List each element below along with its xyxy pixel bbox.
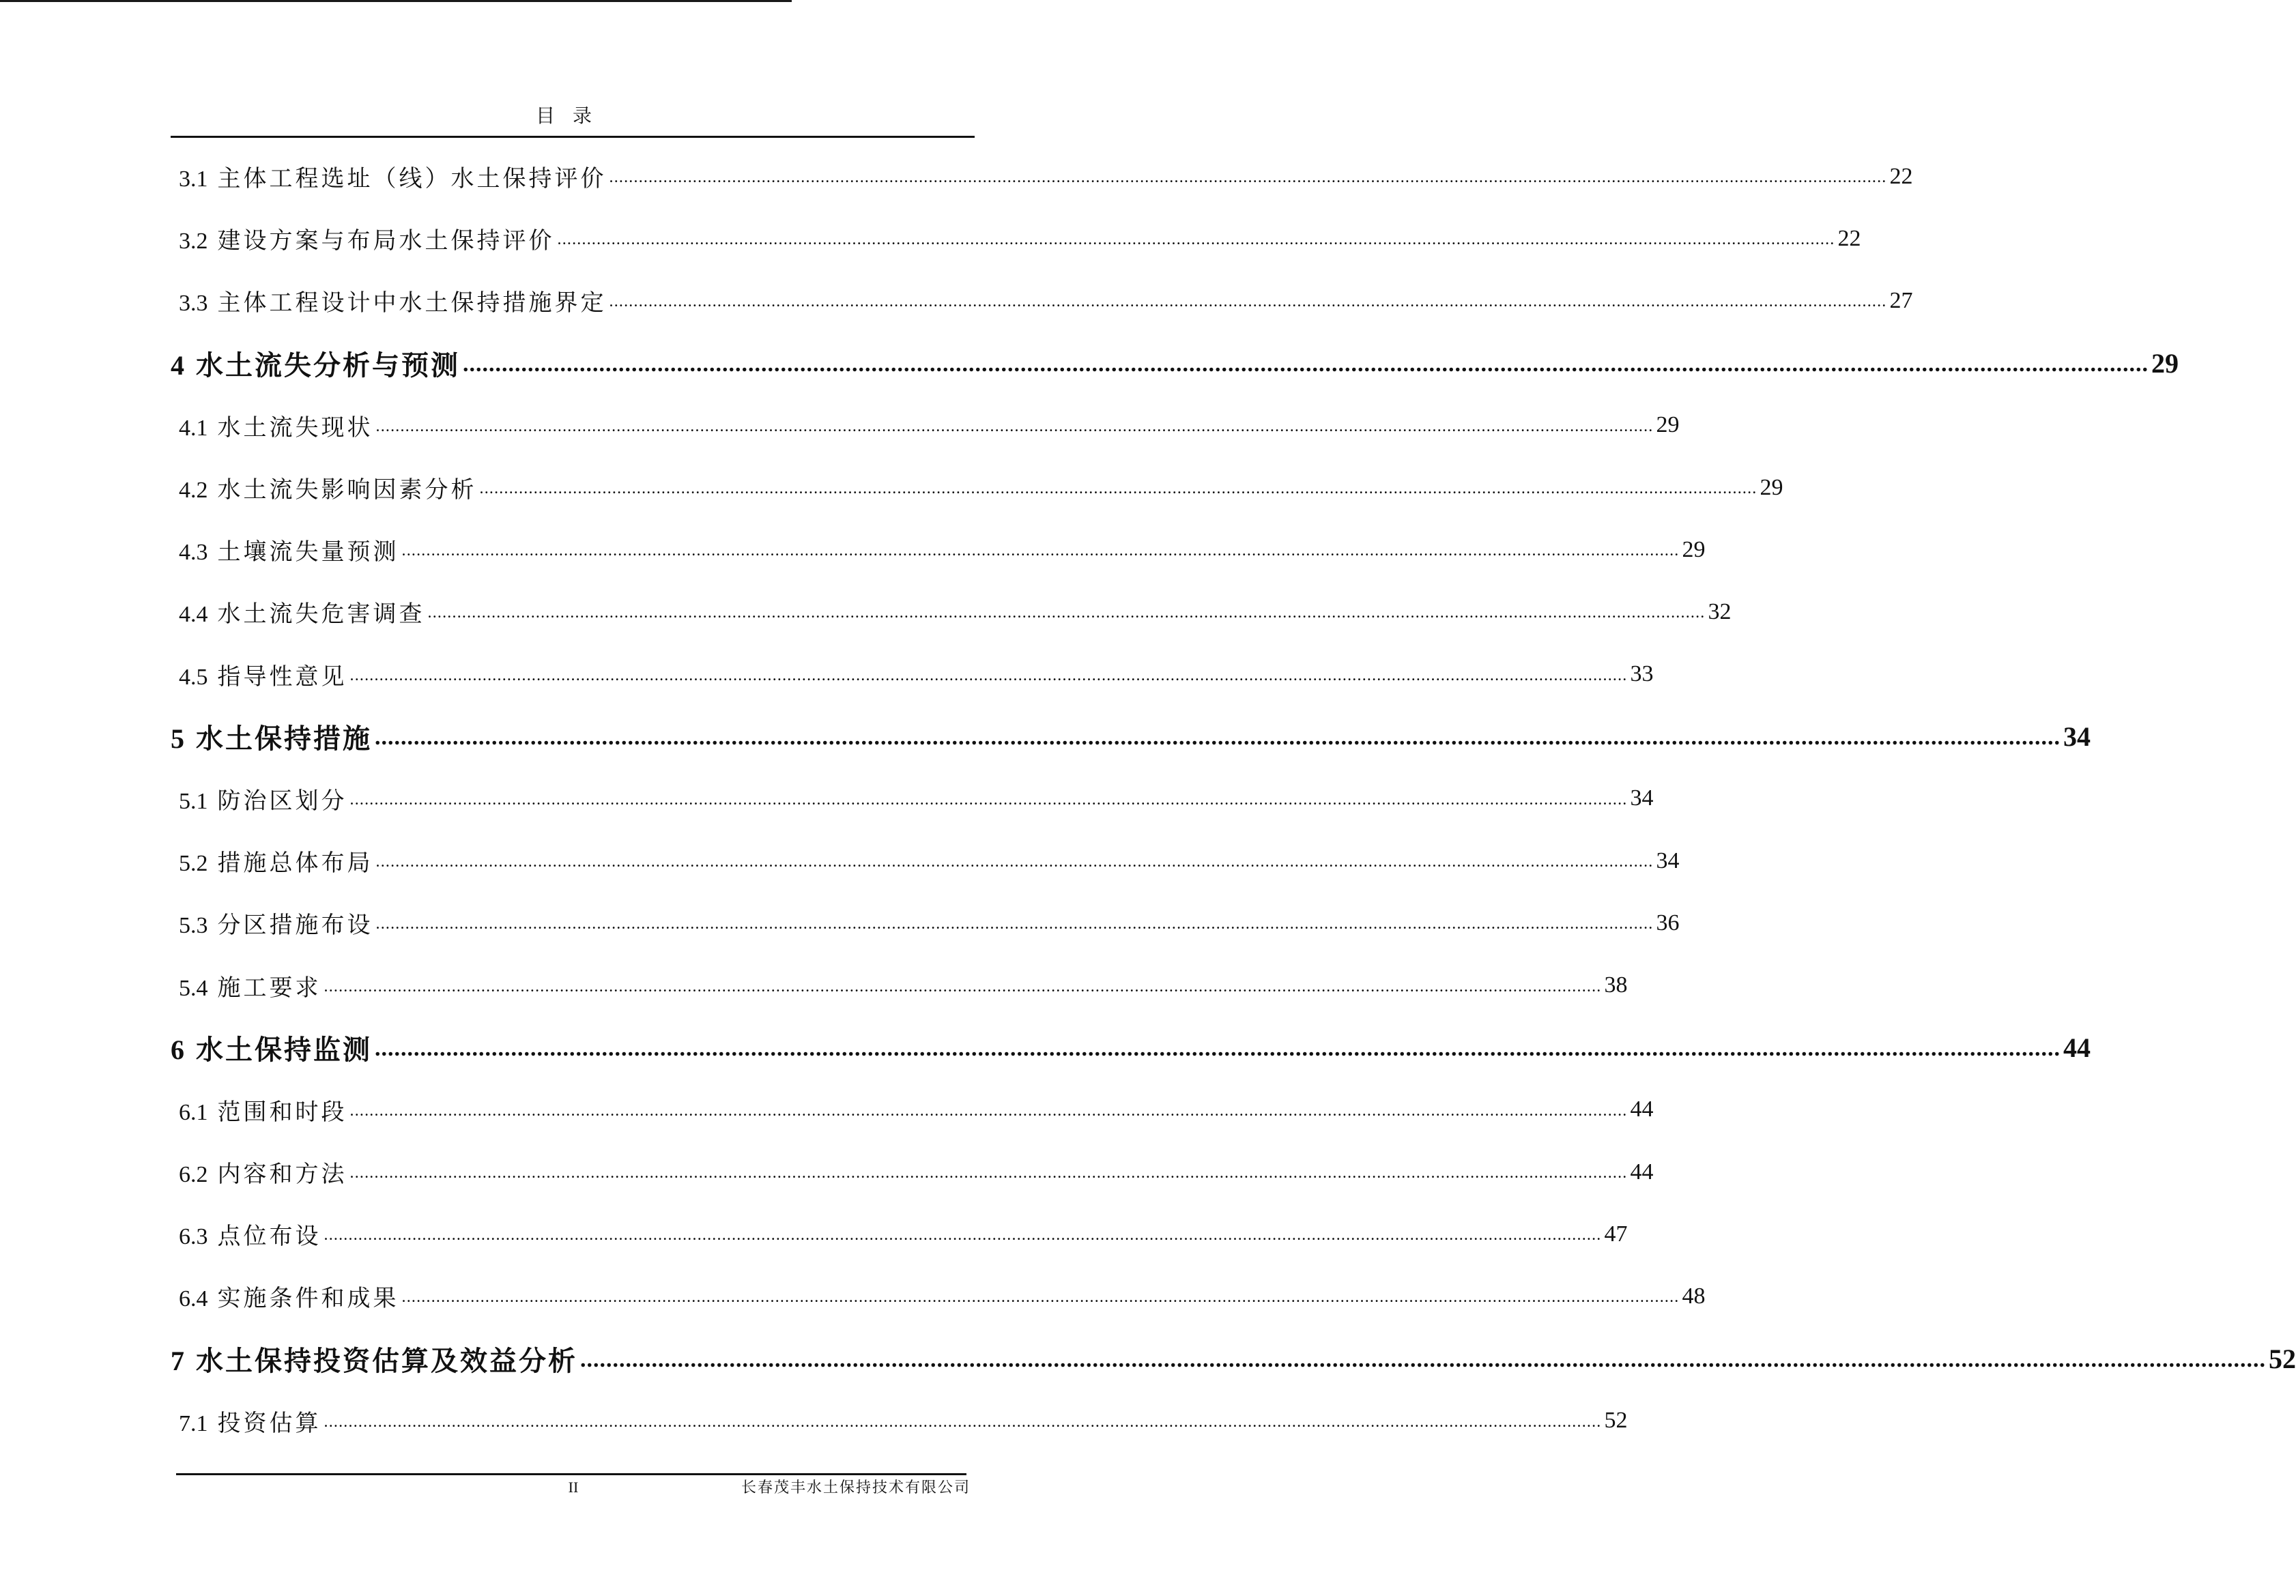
toc-entry-label: [171, 717, 372, 756]
toc-entry-title: 水土保持监测: [196, 1034, 372, 1065]
toc-dot-leader: ....................................................................................................................................................................................................................................................................: [580, 1347, 2266, 1373]
toc-entry-page: 32: [1708, 598, 1732, 624]
toc-section-entry[interactable]: [171, 456, 1783, 519]
toc-section-entry[interactable]: [171, 207, 1861, 270]
toc-entry-page: 29: [1682, 536, 1706, 562]
footer-divider: [176, 1473, 966, 1475]
toc-entry-page: 44: [2063, 1032, 2091, 1063]
toc-chapter-entry[interactable]: [171, 1017, 2091, 1079]
page-title: 目录: [535, 106, 609, 127]
toc-entry-page: 22: [1889, 163, 1913, 189]
toc-entry-title: 水土流失危害调查: [217, 602, 425, 628]
toc-entry-title: 指导性意见: [217, 664, 347, 690]
toc-section-entry[interactable]: [171, 270, 1913, 332]
toc-entry-title: 防治区划分: [217, 788, 347, 814]
toc-chapter-entry[interactable]: [171, 1328, 2296, 1390]
toc-entry-number: 4.1: [179, 415, 208, 441]
toc-section-entry[interactable]: [171, 581, 1732, 643]
toc-entry-page: 34: [2063, 721, 2091, 752]
toc-entry-number: 3.2: [179, 229, 208, 255]
toc-entry-title: 施工要求: [217, 975, 321, 1001]
toc-entry-label: [179, 1217, 321, 1251]
toc-entry-page: 36: [1656, 910, 1680, 935]
toc-dot-leader: ....................................................................................................................................................................................................................................................................: [463, 351, 2149, 377]
toc-entry-title: 点位布设: [217, 1224, 321, 1250]
toc-dot-leader: ....................................................................................................................................................................................................................................................................: [349, 790, 1628, 809]
toc-section-entry[interactable]: [171, 954, 1628, 1016]
toc-entry-title: 土壤流失量预测: [217, 540, 399, 566]
footer-company-name: 长春茂丰水土保持技术有限公司: [741, 1479, 971, 1496]
toc-entry-title: 实施条件和成果: [217, 1286, 399, 1312]
toc-dot-leader: ....................................................................................................................................................................................................................................................................: [349, 1164, 1628, 1183]
toc-entry-label: [179, 284, 607, 317]
toc-entry-number: 3.3: [179, 291, 208, 317]
toc-dot-leader: ....................................................................................................................................................................................................................................................................: [349, 666, 1628, 684]
top-edge-rule: [0, 0, 792, 2]
toc-dot-leader: ....................................................................................................................................................................................................................................................................: [324, 1412, 1602, 1431]
toc-dot-leader: ....................................................................................................................................................................................................................................................................: [375, 915, 1654, 933]
toc-entry-number: 7.1: [179, 1410, 208, 1436]
toc-entry-label: [179, 906, 373, 940]
toc-entry-number: 4.2: [179, 478, 208, 504]
toc-section-entry[interactable]: [171, 145, 1913, 207]
toc-entry-number: 6.4: [179, 1286, 208, 1312]
toc-entry-page: 52: [1604, 1408, 1628, 1434]
toc-entry-page: 52: [2269, 1343, 2296, 1374]
toc-entry-title: 范围和时段: [217, 1099, 347, 1125]
toc-dot-leader: ....................................................................................................................................................................................................................................................................: [375, 725, 2061, 751]
toc-entry-title: 主体工程设计中水土保持措施界定: [217, 291, 607, 317]
toc-entry-number: 6: [171, 1034, 186, 1065]
toc-entry-title: 投资估算: [217, 1410, 321, 1436]
toc-dot-leader: ....................................................................................................................................................................................................................................................................: [479, 480, 1757, 498]
toc-entry-number: 5.3: [179, 913, 208, 939]
toc-chapter-entry[interactable]: [171, 332, 2179, 394]
toc-section-entry[interactable]: [171, 1141, 1654, 1203]
toc-entry-page: 48: [1682, 1283, 1706, 1309]
header-divider: [171, 136, 975, 138]
toc-dot-leader: ....................................................................................................................................................................................................................................................................: [375, 1036, 2061, 1062]
toc-entry-number: 6.1: [179, 1099, 208, 1125]
toc-entry-label: [179, 1155, 347, 1189]
toc-entry-number: 5.4: [179, 975, 208, 1001]
toc-entry-page: 34: [1656, 847, 1680, 873]
toc-section-entry[interactable]: [171, 892, 1680, 954]
table-of-contents: [171, 145, 2296, 1452]
toc-section-entry[interactable]: [171, 643, 1654, 706]
toc-entry-page: 47: [1604, 1221, 1628, 1247]
toc-entry-page: 38: [1604, 972, 1628, 998]
toc-entry-title: 水土保持措施: [196, 723, 372, 754]
toc-entry-title: 水土流失影响因素分析: [217, 478, 477, 504]
toc-entry-label: [171, 344, 460, 383]
toc-entry-label: [171, 1339, 577, 1378]
toc-dot-leader: ....................................................................................................................................................................................................................................................................: [324, 1226, 1602, 1245]
toc-entry-number: 4.3: [179, 540, 208, 566]
toc-entry-label: [179, 409, 373, 442]
toc-entry-page: 44: [1630, 1097, 1654, 1122]
toc-dot-leader: ....................................................................................................................................................................................................................................................................: [324, 977, 1602, 996]
toc-entry-number: 4.4: [179, 602, 208, 628]
toc-entry-title: 水土流失分析与预测: [196, 349, 460, 381]
toc-section-entry[interactable]: [171, 1265, 1706, 1327]
toc-entry-label: [179, 1279, 399, 1313]
toc-entry-label: [179, 969, 321, 1002]
toc-entry-label: [179, 222, 555, 255]
toc-entry-title: 措施总体布局: [217, 851, 373, 877]
toc-dot-leader: ....................................................................................................................................................................................................................................................................: [557, 231, 1835, 249]
toc-entry-number: 4: [171, 349, 186, 381]
toc-entry-page: 29: [1760, 474, 1783, 500]
toc-section-entry[interactable]: [171, 519, 1706, 581]
toc-entry-title: 建设方案与布局水土保持评价: [217, 229, 555, 255]
toc-entry-page: 33: [1630, 661, 1654, 687]
toc-entry-title: 水土保持投资估算及效益分析: [196, 1345, 577, 1376]
toc-entry-title: 分区措施布设: [217, 913, 373, 939]
toc-entry-label: [179, 595, 425, 628]
toc-section-entry[interactable]: [171, 1390, 1628, 1452]
toc-entry-page: 44: [1630, 1159, 1654, 1185]
toc-dot-leader: ....................................................................................................................................................................................................................................................................: [609, 169, 1887, 187]
toc-dot-leader: ....................................................................................................................................................................................................................................................................: [401, 542, 1680, 560]
toc-entry-title: 主体工程选址（线）水土保持评价: [217, 166, 607, 192]
toc-entry-label: [171, 1028, 372, 1067]
toc-entry-page: 29: [1656, 412, 1680, 438]
toc-entry-label: [179, 1404, 321, 1438]
toc-entry-number: 3.1: [179, 166, 208, 192]
toc-entry-label: [179, 160, 607, 193]
toc-dot-leader: ....................................................................................................................................................................................................................................................................: [401, 1288, 1680, 1307]
toc-entry-page: 29: [2151, 347, 2179, 379]
toc-entry-label: [179, 782, 347, 815]
toc-dot-leader: ....................................................................................................................................................................................................................................................................: [609, 293, 1887, 311]
toc-section-entry[interactable]: [171, 768, 1654, 830]
toc-entry-label: [179, 658, 347, 691]
toc-dot-leader: ....................................................................................................................................................................................................................................................................: [375, 853, 1654, 871]
toc-entry-number: 6.2: [179, 1162, 208, 1188]
toc-entry-number: 5.1: [179, 788, 208, 814]
toc-entry-number: 5: [171, 723, 186, 754]
toc-entry-title: 水土流失现状: [217, 415, 373, 441]
toc-entry-label: [179, 533, 399, 566]
toc-section-entry[interactable]: [171, 830, 1680, 892]
toc-entry-page: 22: [1837, 225, 1861, 251]
toc-entry-number: 7: [171, 1345, 186, 1376]
toc-entry-label: [179, 1093, 347, 1127]
toc-entry-label: [179, 471, 477, 504]
toc-entry-number: 6.3: [179, 1224, 208, 1250]
toc-entry-page: 27: [1889, 287, 1913, 313]
toc-section-entry[interactable]: [171, 394, 1680, 456]
toc-entry-number: 4.5: [179, 664, 208, 690]
toc-entry-label: [179, 844, 373, 877]
toc-section-entry[interactable]: [171, 1203, 1628, 1265]
toc-dot-leader: ....................................................................................................................................................................................................................................................................: [349, 1101, 1628, 1120]
toc-entry-page: 34: [1630, 785, 1654, 811]
toc-entry-number: 5.2: [179, 851, 208, 877]
toc-entry-title: 内容和方法: [217, 1162, 347, 1188]
toc-dot-leader: ....................................................................................................................................................................................................................................................................: [375, 417, 1654, 435]
toc-dot-leader: ....................................................................................................................................................................................................................................................................: [427, 604, 1706, 622]
toc-chapter-entry[interactable]: [171, 706, 2091, 768]
toc-section-entry[interactable]: [171, 1079, 1654, 1141]
footer-page-number: II: [568, 1479, 579, 1496]
